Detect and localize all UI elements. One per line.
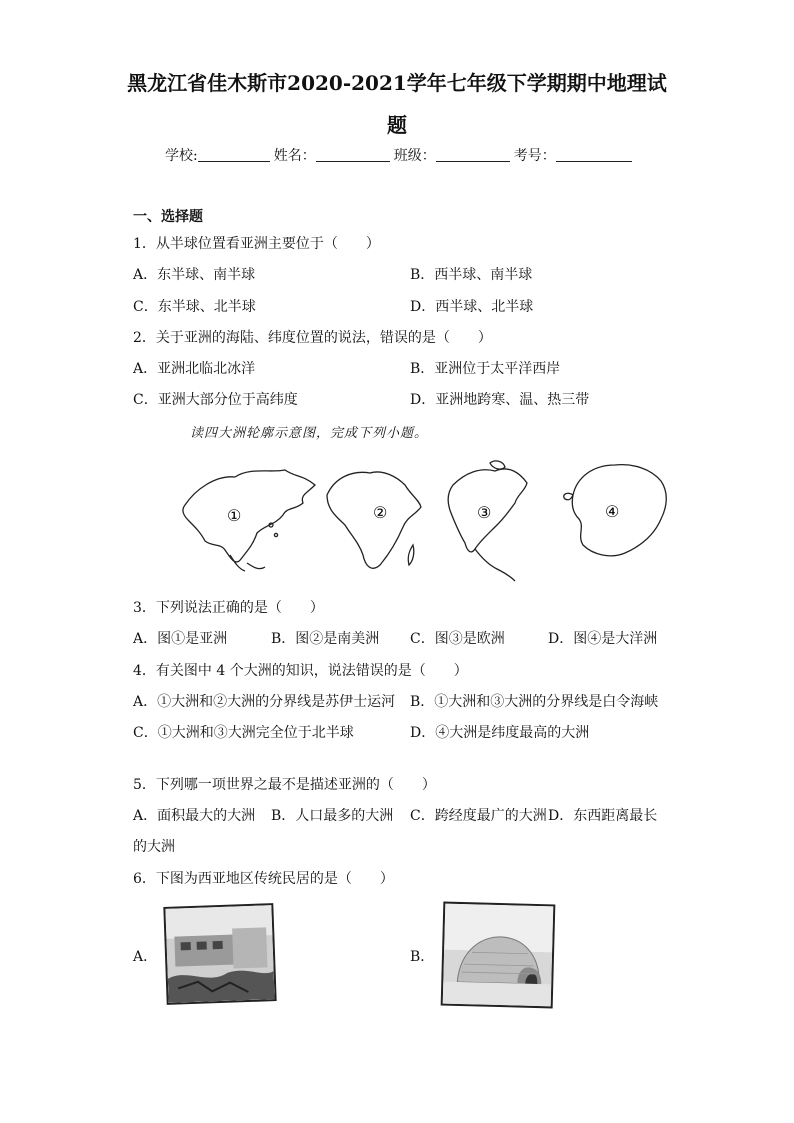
name-label: 姓名： bbox=[273, 148, 316, 164]
dwelling-photo-a bbox=[163, 903, 276, 1005]
q4-option-a[interactable]: A．①大洲和②大洲的分界线是苏伊士运河 bbox=[133, 694, 396, 710]
continent-outline-maps bbox=[175, 455, 675, 585]
map-label-1: ① bbox=[227, 506, 242, 525]
student-info-row bbox=[165, 145, 636, 165]
question-3: 3．下列说法正确的是（ ） bbox=[133, 600, 324, 616]
q3-option-c[interactable]: C．图③是欧洲 bbox=[410, 631, 505, 647]
q5-option-a[interactable]: A．面积最大的大洲 bbox=[133, 808, 256, 824]
q5-option-d-continuation: 的大洲 bbox=[133, 839, 175, 855]
map-label-2: ② bbox=[373, 503, 388, 522]
q4-option-b[interactable]: B．①大洲和③大洲的分界线是白令海峡 bbox=[410, 694, 659, 710]
q3-option-d[interactable]: D．图④是大洋洲 bbox=[548, 631, 658, 647]
question-6: 6．下图为西亚地区传统民居的是（ ） bbox=[133, 871, 394, 887]
q3-option-a[interactable]: A．图①是亚洲 bbox=[133, 631, 228, 647]
number-label: 考号： bbox=[513, 148, 556, 164]
q5-option-d[interactable]: D．东西距离最长 bbox=[548, 808, 658, 824]
school-field[interactable] bbox=[198, 145, 270, 162]
q2-option-b[interactable]: B．亚洲位于太平洋西岸 bbox=[410, 361, 561, 377]
q1-option-c[interactable]: C．东半球、北半球 bbox=[133, 299, 256, 315]
q2-option-a[interactable]: A．亚洲北临北冰洋 bbox=[133, 361, 256, 377]
map-label-3: ③ bbox=[477, 503, 492, 522]
q5-option-b[interactable]: B．人口最多的大洲 bbox=[271, 808, 394, 824]
school-label: 学校: bbox=[165, 148, 198, 164]
q2-option-c[interactable]: C．亚洲大部分位于高纬度 bbox=[133, 392, 298, 408]
q4-option-c[interactable]: C．①大洲和③大洲完全位于北半球 bbox=[133, 725, 354, 741]
question-4: 4．有关图中 4 个大洲的知识，说法错误的是（ ） bbox=[133, 663, 468, 679]
dwelling-photo-b bbox=[441, 902, 556, 1009]
continent-map-asia bbox=[183, 470, 315, 571]
number-field[interactable] bbox=[556, 145, 632, 162]
name-field[interactable] bbox=[316, 145, 390, 162]
q5-option-c[interactable]: C．跨经度最广的大洲 bbox=[410, 808, 547, 824]
q1-option-d[interactable]: D．西半球、北半球 bbox=[410, 299, 534, 315]
question-2: 2．关于亚洲的海陆、纬度位置的说法，错误的是（ ） bbox=[133, 330, 492, 346]
section-heading: 一、选择题 bbox=[133, 209, 203, 225]
q1-option-b[interactable]: B．西半球、南半球 bbox=[410, 267, 533, 283]
class-field[interactable] bbox=[436, 145, 510, 162]
map-label-4: ④ bbox=[605, 502, 620, 521]
q6-option-b[interactable]: B． bbox=[410, 949, 435, 965]
page-title-continuation: 题 bbox=[387, 113, 407, 137]
class-label: 班级： bbox=[393, 148, 436, 164]
question-1: 1．从半球位置看亚洲主要位于（ ） bbox=[133, 236, 380, 252]
q1-option-a[interactable]: A．东半球、南半球 bbox=[133, 267, 256, 283]
page-title: 黑龙江省佳木斯市2020-2021学年七年级下学期期中地理试 bbox=[127, 71, 667, 95]
map-instruction: 读四大洲轮廓示意图，完成下列小题。 bbox=[190, 426, 429, 441]
q4-option-d[interactable]: D．④大洲是纬度最高的大洲 bbox=[410, 725, 590, 741]
question-5: 5．下列哪一项世界之最不是描述亚洲的（ ） bbox=[133, 777, 436, 793]
q3-option-b[interactable]: B．图②是南美洲 bbox=[271, 631, 380, 647]
q6-option-a[interactable]: A． bbox=[133, 949, 158, 965]
q2-option-d[interactable]: D．亚洲地跨寒、温、热三带 bbox=[410, 392, 590, 408]
